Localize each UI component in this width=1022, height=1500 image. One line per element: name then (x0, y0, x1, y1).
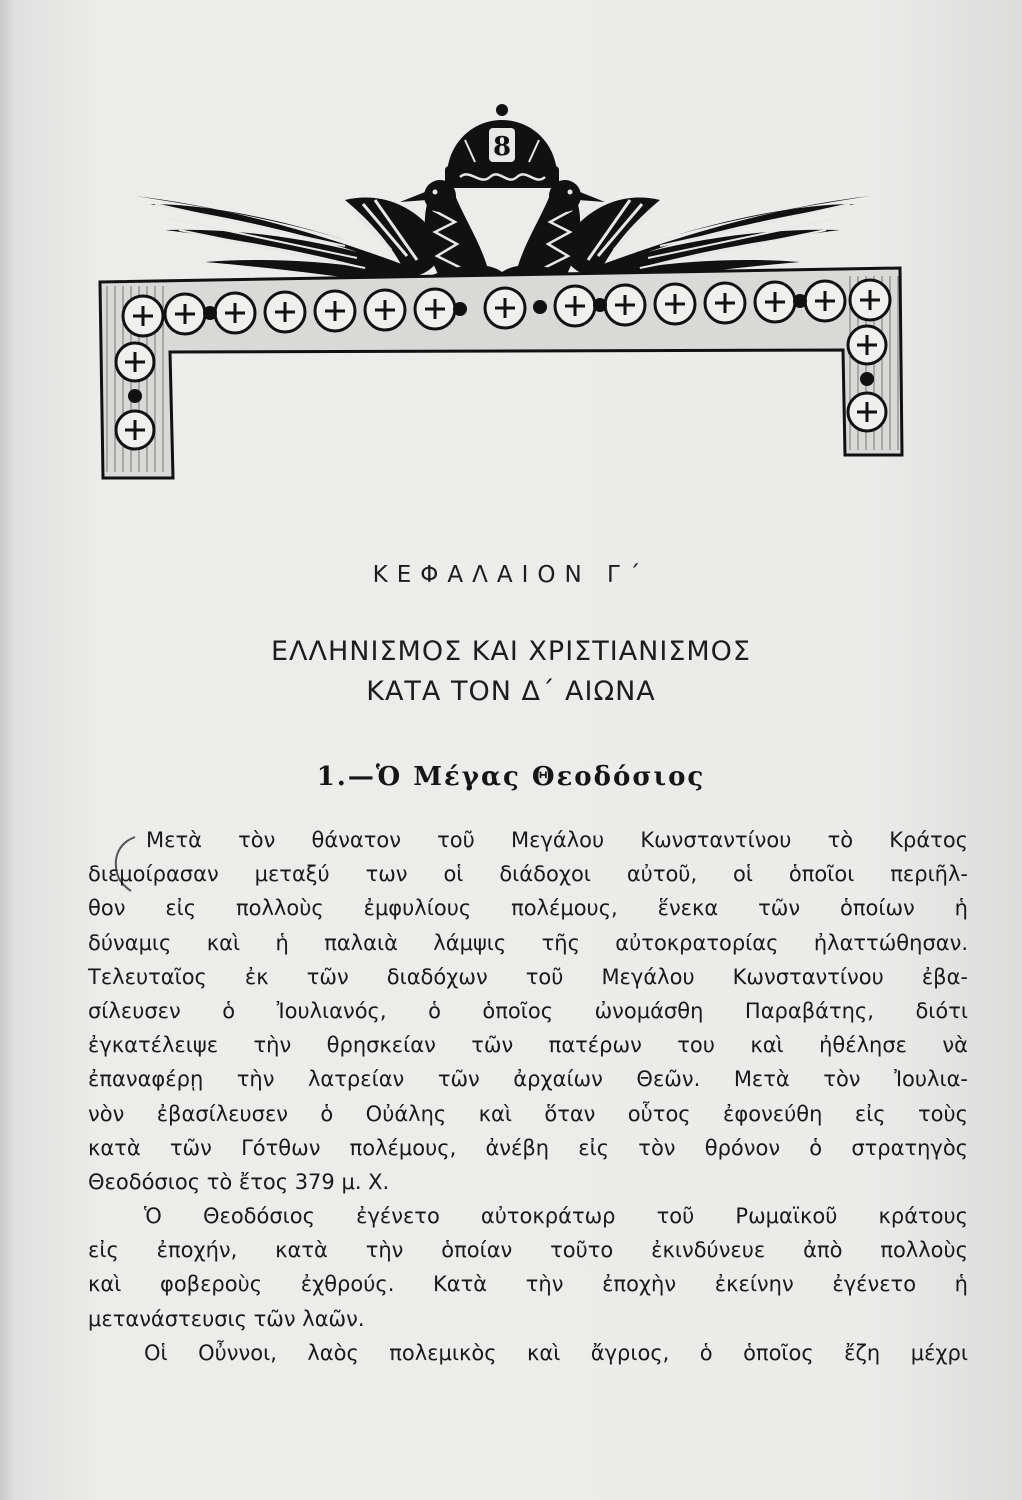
double-headed-eagle-icon (135, 180, 870, 284)
text-line: κατὰ τῶν Γότθων πολέμους, ἀνέβη εἰς τὸν θρόνον ὁ στρατηγὸς (88, 1135, 968, 1160)
text-line: θον εἰς πολλοὺς ἐμφυλίους πολέμους, ἕνεκα τῶν ὁποίων ἡ (88, 896, 968, 921)
chapter-title-line-1: ΕΛΛΗΝΙΣΜΟΣ ΚΑΙ ΧΡΙΣΤΙΑΝΙΣΜΟΣ (271, 636, 751, 667)
svg-text:8: 8 (492, 132, 512, 162)
text-line: Τελευταῖος ἐκ τῶν διαδόχων τοῦ Μεγάλου Κωνσταντίνου ἐβα- (88, 964, 968, 989)
text-line: ἐπαναφέρῃ τὴν λατρείαν τῶν ἀρχαίων Θεῶν. Μετὰ τὸν Ἰουλια- (88, 1067, 968, 1092)
text-line: δύναμις καὶ ἡ παλαιὰ λάμψις τῆς αὐτοκρατορίας ἠλαττώθησαν. (88, 930, 968, 955)
chapter-ornament (95, 100, 910, 485)
cross-roundel-border (100, 268, 903, 480)
text-line: μετανάστευσις τῶν λαῶν. (88, 1306, 365, 1331)
text-line: διεμοίρασαν μεταξύ των οἱ διάδοχοι αὐτοῦ, οἱ ὁποῖοι περιῆλ- (88, 862, 968, 887)
text-line: ἐγκατέλειψε τὴν θρησκείαν τῶν πατέρων του καὶ ἠθέλησε νὰ (88, 1033, 968, 1058)
section-heading: 1.—Ὁ Μέγας Θεοδόσιος (316, 762, 706, 792)
text-line: σίλευσεν ὁ Ἰουλιανός, ὁ ὁποῖος ὠνομάσθη Παραβάτης, διότι (88, 998, 968, 1023)
crown-icon (445, 104, 559, 188)
body-text (88, 823, 968, 1370)
text-line: Ὁ Θεοδόσιος ἐγένετο αὐτοκράτωρ τοῦ Ρωμαϊκοῦ κράτους (144, 1204, 968, 1229)
text-line: εἰς ἐποχήν, κατὰ τὴν ὁποίαν τοῦτο ἐκινδύνευε ἀπὸ πολλοὺς (88, 1238, 968, 1263)
text-line: καὶ φοβεροὺς ἐχθρούς. Κατὰ τὴν ἐποχὴν ἐκείνην ἐγένετο ἡ (88, 1272, 968, 1297)
text-line: νὸν ἐβασίλευσεν ὁ Οὐάλης καὶ ὅταν οὗτος ἐφονεύθη εἰς τοὺς (88, 1101, 968, 1126)
text-line: Οἱ Οὖννοι, λαὸς πολεμικὸς καὶ ἄγριος, ὁ ὁποῖος ἔζη μέχρι (144, 1340, 968, 1365)
chapter-title-line-2: ΚΑΤΑ ΤΟΝ Δ΄ ΑΙΩΝΑ (366, 676, 656, 707)
chapter-label: ΚΕΦΑΛΑΙΟΝ Γ΄ (372, 562, 650, 588)
text-line: Θεοδόσιος τὸ ἔτος 379 μ. Χ. (88, 1169, 390, 1194)
page-gutter-shadow (0, 0, 16, 1500)
chapter-title (0, 632, 1022, 712)
text-line: Μετὰ τὸν θάνατον τοῦ Μεγάλου Κωνσταντίνου τὸ Κράτος (146, 828, 968, 852)
